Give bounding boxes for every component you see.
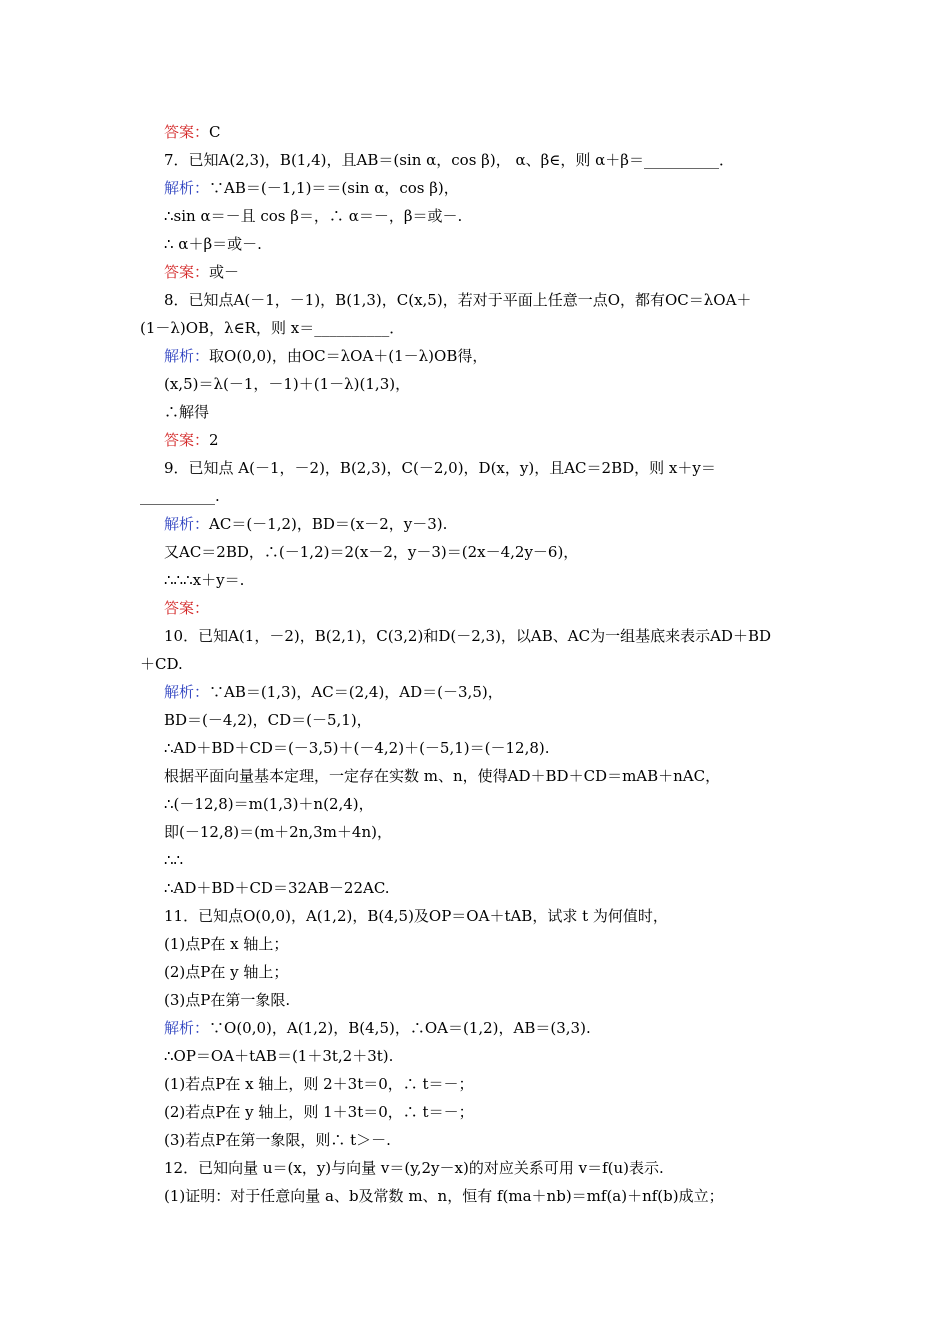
answer-line: [164, 598, 854, 618]
solution-line: ∴∴: [164, 851, 184, 869]
problem-12-statement: 12．已知向量 u＝(x，y)与向量 v＝(y,2y－x)的对应关系可用 v＝f(u)表示.: [164, 1159, 664, 1177]
solution-line: ∴解得: [164, 403, 210, 421]
analysis-line: 解析：AC＝(－1,2)，BD＝(x－2，y－3).: [164, 515, 448, 533]
solution-line: (1)若点P在 x 轴上，则 2＋3t＝0，∴ t＝－；: [164, 1075, 474, 1093]
solution-line: 又AC＝2BD，∴(－1,2)＝2(x－2，y－3)＝(2x－4,2y－6)，: [164, 543, 579, 561]
analysis-label: 解析：: [164, 347, 210, 365]
answer-label: 答案：: [164, 431, 210, 449]
problem-11-statement: 11．已知点O(0,0)，A(1,2)，B(4,5)及OP＝OA＋tAB，试求 t 为何值时，: [164, 907, 668, 925]
analysis-line: 解析：∵AB＝(－1,1)＝＝(sin α，cos β)，: [164, 179, 459, 197]
analysis-line: 解析：∵AB＝(1,3)，AC＝(2,4)，AD＝(－3,5)，: [164, 683, 503, 701]
analysis-label: 解析：: [164, 1019, 210, 1037]
analysis-line: 解析：取O(0,0)，由OC＝λOA＋(1－λ)OB得，: [164, 347, 488, 365]
answer-line: 答案：或－: [164, 263, 240, 281]
analysis-label: 解析：: [164, 515, 210, 533]
problem-10-statement-cont: ＋CD.: [140, 655, 183, 673]
problem-9-statement: 9．已知点 A(－1，－2)，B(2,3)，C(－2,0)，D(x，y)，且AC＝2BD，则 x＋y＝: [164, 459, 716, 477]
problem-11-part: (2)点P在 y 轴上；: [164, 963, 289, 981]
solution-line: 即(－12,8)＝(m＋2n,3m＋4n)，: [164, 823, 392, 841]
analysis-line: 解析：∵O(0,0)，A(1,2)，B(4,5)，∴OA＝(1,2)，AB＝(3,3).: [164, 1019, 591, 1037]
problem-9-statement-cont: __________.: [140, 487, 220, 505]
problem-12-part: (1)证明：对于任意向量 a、b及常数 m、n，恒有 f(ma＋nb)＝mf(a)＋nf(b)成立；: [164, 1187, 724, 1205]
analysis-label: 解析：: [164, 683, 210, 701]
solution-line: ∴AD＋BD＋CD＝32AB－22AC.: [164, 879, 390, 897]
solution-line: ∴(－12,8)＝m(1,3)＋n(2,4)，: [164, 795, 374, 813]
analysis-label: 解析：: [164, 179, 210, 197]
solution-line: (x,5)＝λ(－1，－1)＋(1－λ)(1,3)，: [164, 375, 411, 393]
answer-line: 答案：2: [164, 431, 219, 449]
solution-line: 根据平面向量基本定理，一定存在实数 m、n，使得AD＋BD＋CD＝mAB＋nAC，: [164, 767, 721, 785]
solution-line: ∴ α＋β＝或－.: [164, 235, 262, 253]
solution-line: ∴∴∴x＋y＝.: [164, 571, 245, 589]
problem-8-statement: 8．已知点A(－1，－1)，B(1,3)，C(x,5)，若对于平面上任意一点O，都有OC＝λOA＋: [164, 291, 752, 309]
solution-line: ∴sin α＝－且 cos β＝，∴ α＝－，β＝或－.: [164, 207, 463, 225]
solution-line: ∴OP＝OA＋tAB＝(1＋3t,2＋3t).: [164, 1047, 394, 1065]
answer-text: C: [209, 123, 221, 141]
problem-7-statement: 7．已知A(2,3)，B(1,4)，且AB＝(sin α，cos β)， α、β∈，则 α＋β＝__________．: [164, 151, 734, 169]
problem-11-part: (1)点P在 x 轴上；: [164, 935, 289, 953]
solution-line: ∴AD＋BD＋CD＝(－3,5)＋(－4,2)＋(－5,1)＝(－12,8).: [164, 739, 550, 757]
solution-line: BD＝(－4,2)，CD＝(－5,1)，: [164, 711, 372, 729]
answer-label: 答案：: [164, 263, 210, 281]
problem-10-statement: 10．已知A(1，－2)，B(2,1)，C(3,2)和D(－2,3)，以AB、AC为一组基底来表示AD＋BD: [164, 627, 771, 645]
answer-label: 答案：: [164, 599, 210, 617]
solution-line: (3)若点P在第一象限，则∴ t＞－.: [164, 1131, 391, 1149]
problem-8-statement-cont: (1－λ)OB，λ∈R，则 x＝__________．: [140, 319, 405, 337]
problem-11-part: (3)点P在第一象限.: [164, 991, 291, 1009]
answer-label: 答案：: [164, 123, 210, 141]
solution-line: (2)若点P在 y 轴上，则 1＋3t＝0，∴ t＝－；: [164, 1103, 474, 1121]
answer-line: [164, 122, 854, 142]
